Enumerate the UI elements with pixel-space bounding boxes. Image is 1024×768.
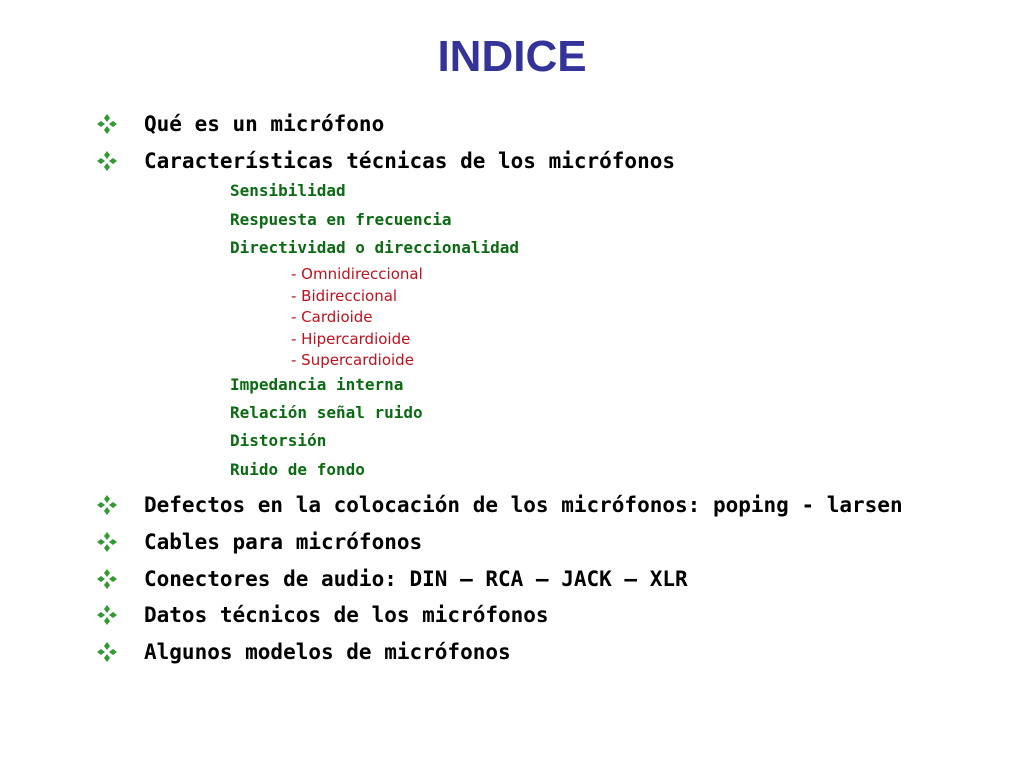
index-item-label: Datos técnicos de los micrófonos: [144, 603, 549, 627]
index-item: [96, 601, 549, 629]
index-item: [96, 528, 423, 556]
diamond-quad-bullet-icon: [96, 568, 118, 590]
index-subitem: Impedancia interna: [230, 375, 404, 394]
index-subitem: Ruido de fondo: [230, 460, 365, 479]
index-subsubitem: - Bidireccional: [291, 287, 398, 305]
index-item: [96, 491, 903, 519]
index-item-label: Defectos en la colocación de los micrófonos: poping - larsen: [144, 493, 903, 517]
index-subitem: Respuesta en frecuencia: [230, 210, 452, 229]
diamond-quad-bullet-icon: [96, 150, 118, 172]
index-item: [96, 110, 385, 138]
index-subsubitem: - Cardioide: [291, 308, 373, 326]
index-item: [96, 638, 511, 666]
index-subsubitem: - Hipercardioide: [291, 330, 411, 348]
index-subitem: Sensibilidad: [230, 181, 346, 200]
index-item-label: Qué es un micrófono: [144, 112, 385, 136]
index-subsubitem: - Omnidireccional: [291, 265, 423, 283]
index-subsubitem: - Supercardioide: [291, 351, 414, 369]
index-subitem: Relación señal ruido: [230, 403, 423, 422]
index-subitem: Distorsión: [230, 431, 327, 450]
diamond-quad-bullet-icon: [96, 494, 118, 516]
index-item-label: Cables para micrófonos: [144, 530, 423, 554]
index-item-label: Características técnicas de los micrófonos: [144, 149, 676, 173]
index-subitem: Directividad o direccionalidad: [230, 238, 519, 257]
index-item-label: Conectores de audio: DIN – RCA – JACK – XLR: [144, 567, 688, 591]
diamond-quad-bullet-icon: [96, 641, 118, 663]
index-item-label: Algunos modelos de micrófonos: [144, 640, 511, 664]
diamond-quad-bullet-icon: [96, 113, 118, 135]
index-item: [96, 565, 688, 593]
diamond-quad-bullet-icon: [96, 604, 118, 626]
index-item: [96, 147, 676, 175]
diamond-quad-bullet-icon: [96, 531, 118, 553]
slide-title: INDICE: [437, 32, 587, 81]
